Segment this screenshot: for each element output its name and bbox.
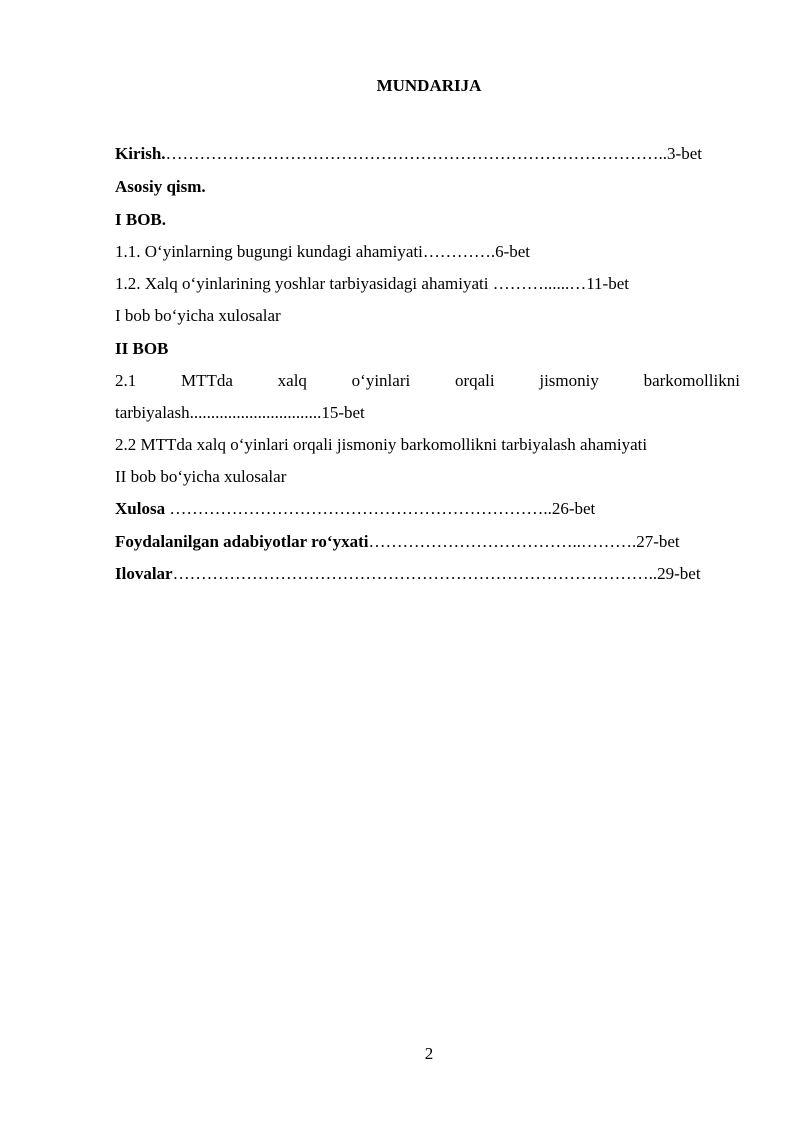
toc-entry-2-1-line2 bbox=[115, 403, 365, 423]
toc-entry-2-2: 2.2 MTTda xalq o‘yinlari orqali jismoniy barkomollikni tarbiyalash ahamiyati bbox=[115, 435, 648, 454]
toc-heading-asosiy-qism: Asosiy qism. bbox=[115, 177, 206, 196]
toc-word: orqali bbox=[454, 371, 495, 390]
toc-leader-dots: ………......… bbox=[492, 274, 587, 293]
toc-entry-1-2 bbox=[115, 274, 629, 294]
toc-page-ref: 26-bet bbox=[551, 499, 596, 518]
toc-entry-xulosa bbox=[115, 499, 595, 519]
toc-page-ref: 15-bet bbox=[321, 403, 365, 422]
toc-heading-bob1: I BOB. bbox=[115, 210, 167, 229]
toc-word: barkomollikni bbox=[643, 371, 740, 390]
toc-word: o‘yinlari bbox=[351, 371, 411, 390]
toc-leader-dots: …………. bbox=[422, 242, 496, 261]
toc-entry-1-1 bbox=[115, 242, 530, 262]
toc-label: Kirish. bbox=[115, 144, 166, 163]
toc-page-ref: 6-bet bbox=[495, 242, 531, 261]
toc-leader-dots: ………………………………………………………….. bbox=[165, 499, 552, 518]
toc-word: xalq bbox=[277, 371, 307, 390]
toc-label: 1.2. Xalq o‘yinlarining yoshlar tarbiyasidagi ahamiyati bbox=[115, 274, 493, 293]
toc-entry-2-1-line1 bbox=[115, 371, 740, 391]
toc-label: Xulosa bbox=[115, 499, 166, 518]
toc-leader-dots: ………………………………..………. bbox=[368, 532, 637, 551]
toc-leader-dots: ............................... bbox=[189, 403, 322, 422]
page-title: MUNDARIJA bbox=[376, 76, 482, 95]
toc-entry-bob1-xulosa: I bob bo‘yicha xulosalar bbox=[115, 306, 281, 325]
toc-label: tarbiyalash bbox=[115, 403, 190, 422]
toc-heading-bob2: II BOB bbox=[115, 339, 169, 358]
toc-label: Ilovalar bbox=[115, 564, 173, 583]
toc-page-ref: 3-bet bbox=[667, 144, 702, 163]
toc-entry-kirish bbox=[115, 144, 702, 164]
toc-page-ref: 27-bet bbox=[636, 532, 680, 551]
toc-leader-dots: ………………………………………………………………………….. bbox=[172, 564, 658, 583]
toc-word: jismoniy bbox=[539, 371, 599, 390]
toc-page-ref: 29-bet bbox=[657, 564, 701, 583]
toc-word: 2.1 bbox=[115, 371, 137, 390]
toc-page-ref: 11-bet bbox=[586, 274, 629, 293]
toc-label: Foydalanilgan adabiyotlar ro‘yxati bbox=[115, 532, 369, 551]
toc-leader-dots: …………………………………………………………………………….. bbox=[165, 144, 668, 163]
toc-word: MTTda bbox=[180, 371, 233, 390]
toc-entry-adabiyotlar bbox=[115, 532, 680, 552]
page-number: 2 bbox=[424, 1044, 434, 1063]
toc-entry-ilovalar bbox=[115, 564, 701, 584]
toc-entry-bob2-xulosa: II bob bo‘yicha xulosalar bbox=[115, 467, 287, 486]
toc-label: 1.1. O‘yinlarning bugungi kundagi ahamiyati bbox=[115, 242, 423, 261]
